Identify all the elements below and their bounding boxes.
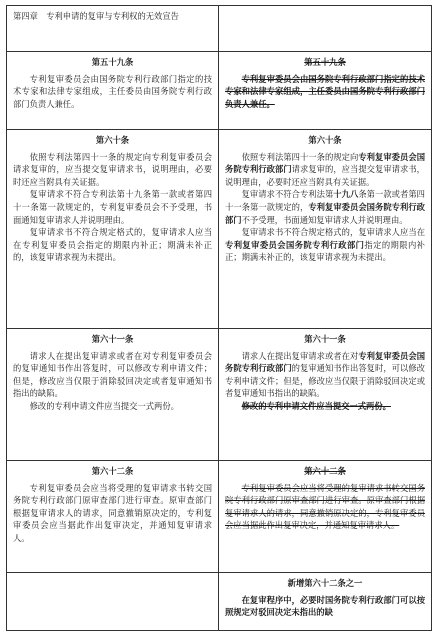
article-62-revised (219, 461, 432, 573)
inserted-text: 专利复审委员会国务院专利行政部门 (225, 151, 425, 175)
inserted-text: 专利复审委员会国务院专利行政部门 (225, 239, 365, 250)
inserted-text: 专利复审委员会国务院专利行政部门 (225, 201, 425, 225)
article-59-revised (219, 52, 432, 130)
article-title: 第六十一条 (91, 334, 134, 344)
article-62-1-row (7, 573, 432, 631)
article-title: 第六十条 (95, 135, 130, 145)
article-62-1-new (219, 573, 432, 631)
article-title: 第六十二条 (91, 466, 134, 476)
article-title-new: 新增第六十二条之一 (287, 578, 363, 588)
paragraph-2-deleted: 修改的专利申请文件应当提交一式两份。 (241, 400, 391, 411)
chapter-heading-blank (219, 6, 432, 52)
article-61-row (7, 329, 432, 461)
article-62-row (7, 461, 432, 573)
article-text-new: 在复审程序中，必要时国务院专利行政部门可以按照规定对驳回决定未指出的缺 (225, 594, 425, 618)
article-60-original (7, 130, 219, 329)
chapter-heading: 第四章 专利申请的复审与专利权的无效宣告 (7, 6, 219, 52)
inserted-text: 专利复审委员会国务院专利行政部门 (225, 350, 425, 374)
article-62-original (7, 461, 219, 573)
paragraph-2: 复审请求不符合专利法第十九八条第一款或者第四十一条第一款规定的，专利复审委员会国务院专利行政部门不予受理，书面通知复审请求人并说明理由。 (225, 189, 425, 225)
chapter-row (7, 6, 432, 52)
paragraph-1: 请求人在提出复审请求或者在对专利复审委员会的复审通知书作出答复时，可以修改专利申请文件；但是，修改应当仅限于消除驳回决定或者复审通知书指出的缺陷。 (13, 350, 212, 399)
article-60-row (7, 130, 432, 329)
article-59-original (7, 52, 219, 130)
paragraph-2: 修改的专利申请文件应当提交一式两份。 (29, 400, 179, 411)
article-title-deleted: 第六十二条 (304, 466, 346, 476)
article-title: 第六十一条 (304, 334, 346, 344)
paragraph-1: 依照专利法第四十一条的规定向专利复审委员会国务院专利行政部门请求复审的，应当提交复审请求书，说明理由，必要时还应当附具有关证据。 (225, 151, 425, 187)
inserted-text: 十九八 (333, 189, 359, 200)
paragraph-1: 请求人在提出复审请求或者在对专利复审委员会国务院专利行政部门的复审通知书作出答复时，可以修改专利申请文件；但是，修改应当仅限于消除驳回决定或者复审通知书指出的缺陷。 (225, 350, 425, 399)
paragraph-3: 复审请求书不符合规定格式的，复审请求人应当在专利复审委员会指定的期限内补正；期满未补正的，该复审请求视为未提出。 (13, 227, 212, 263)
article-text-deleted: 专利复审委员会由国务院专利行政部门指定的技术专家和法律专家组成，主任委员由国务院专利行政部门负责人兼任。 (225, 73, 425, 109)
article-62-1-original-blank (7, 573, 219, 631)
article-text: 专利复审委员会由国务院专利行政部门指定的技术专家和法律专家组成，主任委员由国务院专利行政部门负责人兼任。 (13, 73, 212, 109)
comparison-table (6, 5, 432, 631)
article-title: 第五十九条 (91, 57, 134, 67)
article-61-original (7, 329, 219, 461)
article-59-row (7, 52, 432, 130)
article-title-deleted: 第五十九条 (304, 57, 346, 67)
paragraph-2: 复审请求不符合专利法第十九条第一款或者第四十一条第一款规定的，专利复审委员会不予受理，书面通知复审请求人并说明理由。 (13, 189, 212, 225)
article-61-revised (219, 329, 432, 461)
article-text: 专利复审委员会应当将受理的复审请求书转交国务院专利行政部门原审查部门进行审查。原审查部门根据复审请求人的请求，同意撤销原决定的，专利复审委员会应当据此作出复审决定，并通知复审请求人。 (13, 482, 212, 543)
article-text-deleted: 专利复审委员会应当将受理的复审请求书转交国务院专利行政部门原审查部门进行审查。原审查部门根据复审请求人的请求，同意撤销原决定的，专利复审委员会应当据此作出复审决定，并通知复审请求人。 (225, 482, 425, 531)
article-60-revised (219, 130, 432, 329)
article-title: 第六十条 (308, 135, 342, 145)
paragraph-3: 复审请求书不符合规定格式的，复审请求人应当在专利复审委员会国务院专利行政部门指定的期限内补正；期满未补正的，该复审请求视为未提出。 (225, 227, 425, 263)
paragraph-1: 依照专利法第四十一条的规定向专利复审委员会请求复审的，应当提交复审请求书，说明理由，必要时还应当附具有关证据。 (13, 151, 212, 187)
